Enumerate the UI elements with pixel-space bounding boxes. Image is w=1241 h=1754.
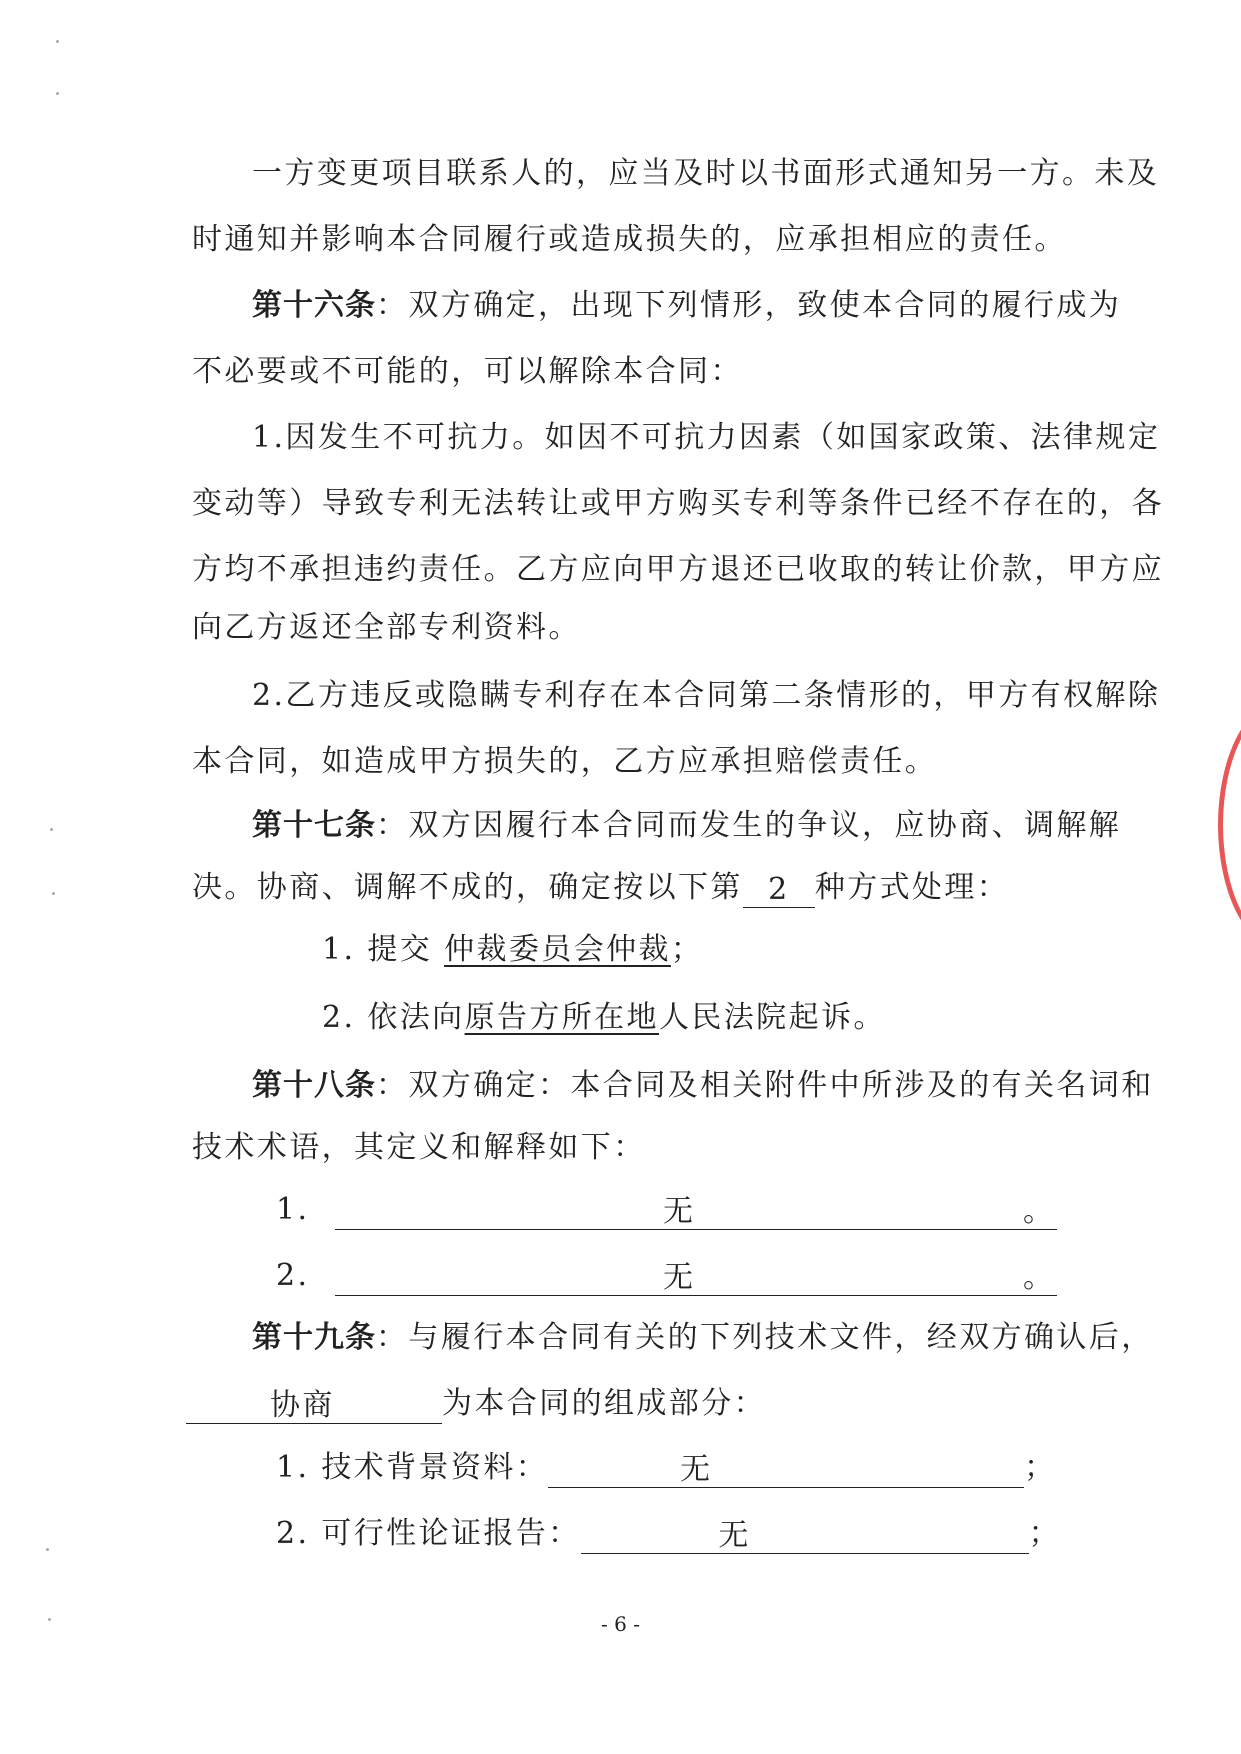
text-segment: ； bbox=[1024, 1450, 1057, 1485]
filled-value: 原告方所在地 bbox=[464, 1000, 659, 1035]
paragraph-line: 变动等）导致专利无法转让或甲方购买专利等条件已经不存在的，各 bbox=[192, 486, 1164, 521]
filled-blank: 2 bbox=[743, 873, 815, 908]
filled-value: 无 bbox=[679, 1452, 713, 1487]
tech-docs-line bbox=[186, 1384, 1066, 1424]
filled-blank: 协商 bbox=[186, 1389, 442, 1424]
item-label: 1. 技术背景资料： bbox=[276, 1450, 549, 1485]
dispute-method-line bbox=[192, 868, 1072, 908]
article-17 bbox=[252, 806, 1132, 846]
filled-blank bbox=[548, 1453, 1024, 1488]
scan-speck bbox=[46, 1548, 49, 1551]
text-segment: 决。协商、调解不成的，确定按以下第 bbox=[192, 870, 743, 905]
paragraph-line: 技术术语，其定义和解释如下： bbox=[192, 1130, 646, 1165]
paragraph-line: 时通知并影响本合同履行或造成损失的，应承担相应的责任。 bbox=[192, 222, 1067, 257]
seal-stamp-edge bbox=[1218, 700, 1241, 940]
filled-value: 无 bbox=[662, 1260, 696, 1295]
scan-speck bbox=[50, 828, 53, 831]
option-2 bbox=[322, 998, 1202, 1038]
article-title: 第十六条 bbox=[252, 288, 376, 323]
paragraph-line: 向乙方返还全部专利资料。 bbox=[192, 610, 581, 645]
paragraph-line: 1.因发生不可抗力。如因不可抗力因素（如国家政策、法律规定 bbox=[252, 420, 1161, 455]
article-18 bbox=[252, 1066, 1154, 1106]
article-title: 第十七条 bbox=[252, 808, 376, 843]
scan-speck bbox=[56, 92, 59, 95]
text-segment: 。 bbox=[1022, 1194, 1056, 1229]
option-1 bbox=[322, 930, 1202, 970]
text-segment: 为本合同的组成部分： bbox=[442, 1386, 766, 1421]
text-segment: 1. 提交 bbox=[322, 932, 445, 967]
tech-doc-1 bbox=[276, 1448, 1156, 1488]
text-segment: 种方式处理： bbox=[814, 870, 1010, 905]
filled-value: 无 bbox=[662, 1194, 696, 1229]
text-segment: 。 bbox=[1022, 1260, 1056, 1295]
item-number: 1. bbox=[276, 1192, 310, 1227]
article-16 bbox=[252, 286, 1132, 326]
article-title: 第十九条 bbox=[252, 1320, 376, 1355]
article-text: ：与履行本合同有关的下列技术文件，经双方确认后， bbox=[376, 1320, 1154, 1355]
paragraph-line: 2.乙方违反或隐瞒专利存在本合同第二条情形的，甲方有权解除 bbox=[252, 678, 1161, 713]
article-title: 第十八条 bbox=[252, 1068, 376, 1103]
paragraph-line: 方均不承担违约责任。乙方应向甲方退还已收取的转让价款，甲方应 bbox=[192, 552, 1164, 587]
filled-blank bbox=[581, 1519, 1029, 1554]
article-19 bbox=[252, 1318, 1154, 1358]
text-segment: ； bbox=[670, 932, 704, 967]
article-text: ：双方因履行本合同而发生的争议，应协商、调解解 bbox=[376, 808, 1122, 843]
item-label: 2. 可行性论证报告： bbox=[276, 1516, 581, 1551]
text-segment: 人民法院起诉。 bbox=[658, 1000, 886, 1035]
definition-2 bbox=[276, 1256, 1156, 1296]
filled-value: 无 bbox=[718, 1518, 751, 1553]
tech-doc-2 bbox=[276, 1514, 1156, 1554]
filled-blank bbox=[335, 1195, 1057, 1230]
filled-blank bbox=[335, 1261, 1057, 1296]
scan-speck bbox=[56, 40, 59, 43]
text-segment: ； bbox=[1028, 1516, 1061, 1551]
paragraph-line: 一方变更项目联系人的，应当及时以书面形式通知另一方。未及 bbox=[252, 156, 1160, 191]
text-segment: 2. 依法向 bbox=[322, 1000, 465, 1035]
page-number: - 6 - bbox=[601, 1612, 640, 1636]
article-text: ：双方确定，出现下列情形，致使本合同的履行成为 bbox=[376, 288, 1122, 323]
paragraph-line: 不必要或不可能的，可以解除本合同： bbox=[192, 354, 743, 389]
filled-value: 仲裁委员会仲裁 bbox=[444, 932, 671, 967]
definition-1 bbox=[276, 1190, 1156, 1230]
scan-speck bbox=[52, 892, 55, 895]
item-number: 2. bbox=[276, 1258, 310, 1293]
article-text: ：双方确定：本合同及相关附件中所涉及的有关名词和 bbox=[376, 1068, 1154, 1103]
paragraph-line: 本合同，如造成甲方损失的，乙方应承担赔偿责任。 bbox=[192, 744, 938, 779]
